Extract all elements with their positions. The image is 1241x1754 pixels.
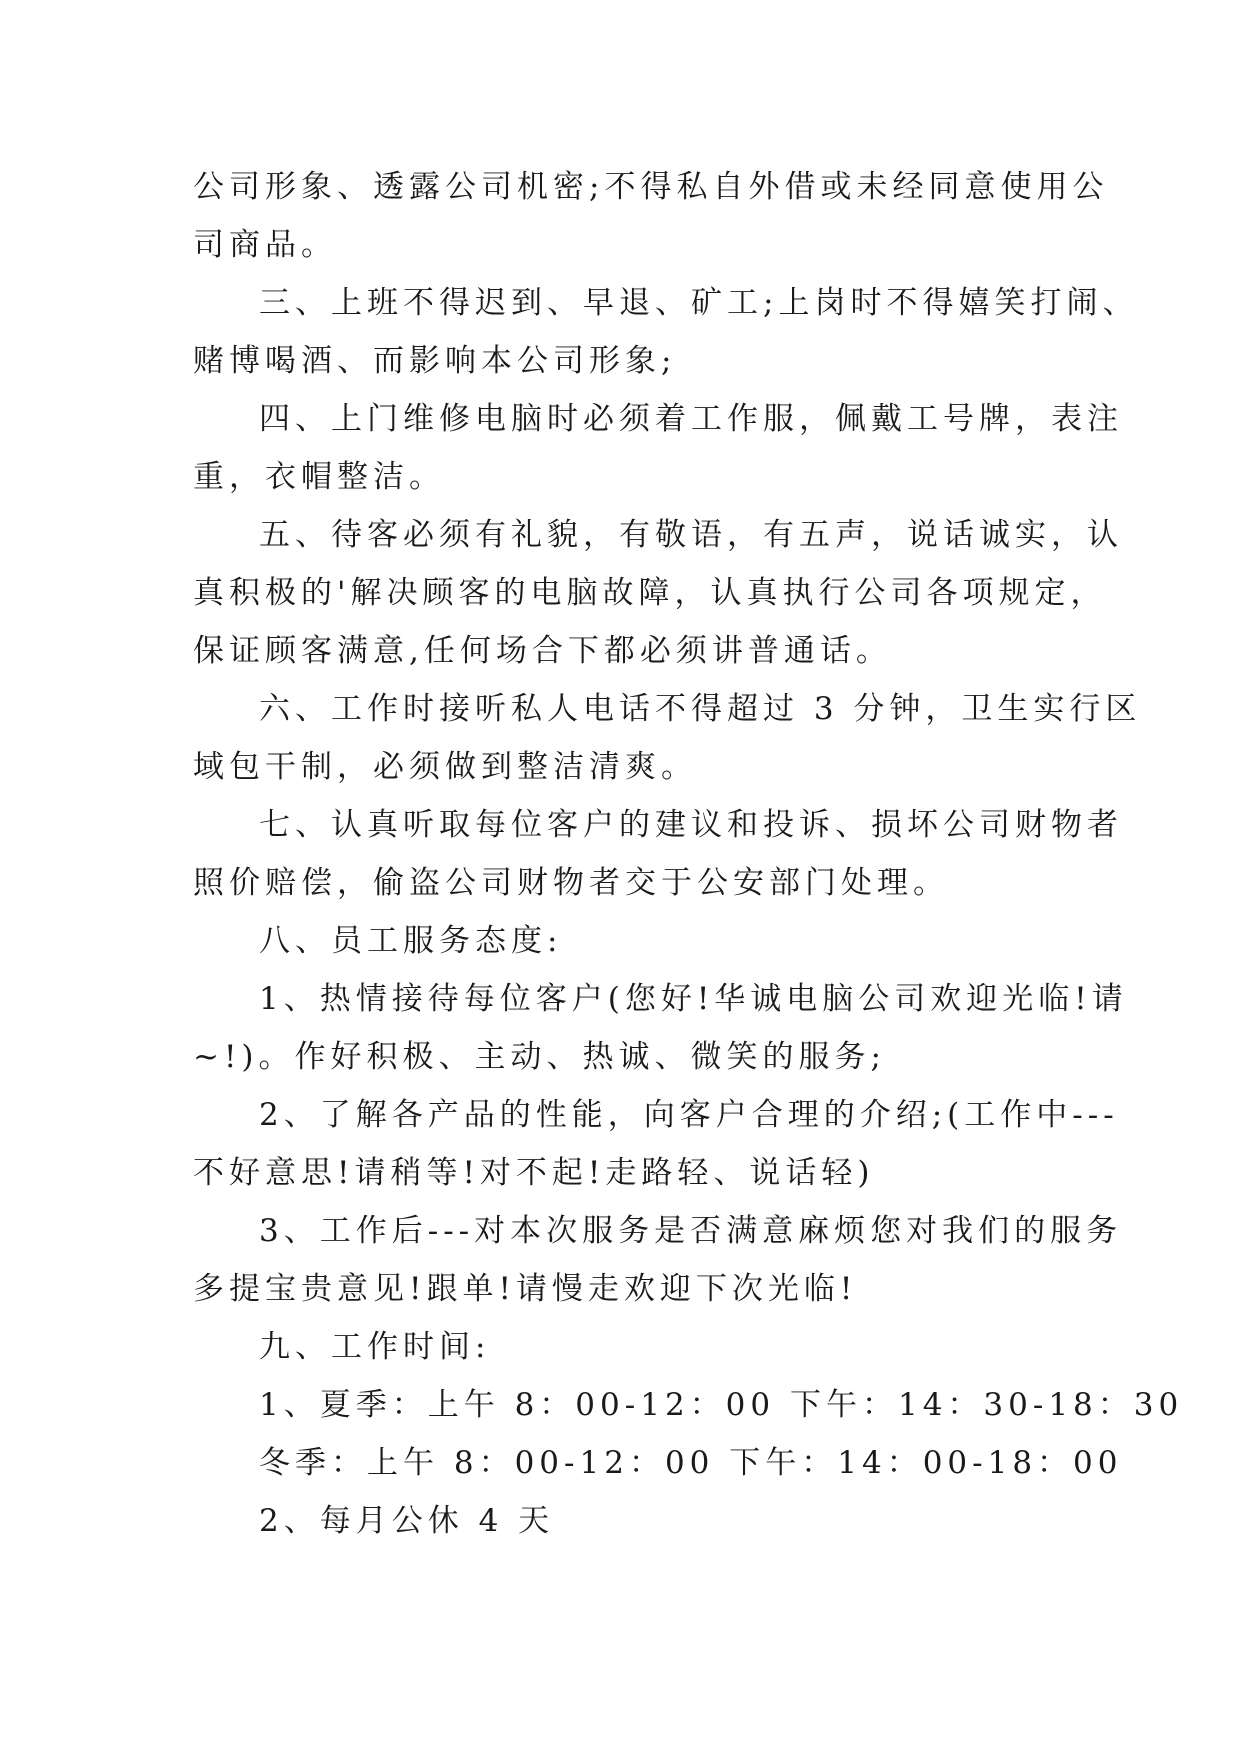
text-line: 司商品。 — [193, 227, 337, 263]
text-line: 域包干制，必须做到整洁清爽。 — [193, 749, 697, 785]
text-line: 重，衣帽整洁。 — [193, 459, 445, 495]
text-line: 六、工作时接听私人电话不得超过 3 分钟，卫生实行区 — [259, 691, 1142, 727]
text-line: 九、工作时间: — [259, 1329, 491, 1365]
text-line: 3、工作后---对本次服务是否满意麻烦您对我们的服务 — [259, 1213, 1123, 1249]
text-line: 2、了解各产品的性能，向客户合理的介绍;(工作中--- — [259, 1097, 1119, 1133]
text-line: 多提宝贵意见!跟单!请慢走欢迎下次光临! — [193, 1271, 858, 1307]
text-line: 1、夏季：上午 8：00-12：00 下午：14：30-18：30 — [259, 1387, 1184, 1423]
text-line: 赌博喝酒、而影响本公司形象; — [193, 343, 677, 379]
text-line: 真积极的'解决顾客的电脑故障，认真执行公司各项规定， — [193, 575, 1107, 611]
text-line: 八、员工服务态度: — [259, 923, 563, 959]
text-line: 2、每月公休 4 天 — [259, 1503, 555, 1539]
document-body — [193, 158, 1184, 1550]
text-line: 三、上班不得迟到、早退、矿工;上岗时不得嬉笑打闹、 — [259, 285, 1139, 321]
text-line: 七、认真听取每位客户的建议和投诉、损坏公司财物者 — [259, 807, 1123, 843]
text-line: 保证顾客满意,任何场合下都必须讲普通话。 — [193, 633, 892, 669]
text-line: 照价赔偿，偷盗公司财物者交于公安部门处理。 — [193, 865, 949, 901]
text-line: 冬季：上午 8：00-12：00 下午：14：00-18：00 — [259, 1445, 1123, 1481]
text-line: ~!)。作好积极、主动、热诚、微笑的服务; — [193, 1039, 886, 1075]
text-line: 四、上门维修电脑时必须着工作服，佩戴工号牌，表注 — [259, 401, 1123, 437]
text-line: 不好意思!请稍等!对不起!走路轻、说话轻) — [193, 1155, 875, 1191]
text-line: 公司形象、透露公司机密;不得私自外借或未经同意使用公 — [193, 169, 1109, 205]
text-line: 五、待客必须有礼貌，有敬语，有五声，说话诚实，认 — [259, 517, 1123, 553]
text-line: 1、热情接待每位客户(您好!华诚电脑公司欢迎光临!请 — [259, 981, 1128, 1017]
